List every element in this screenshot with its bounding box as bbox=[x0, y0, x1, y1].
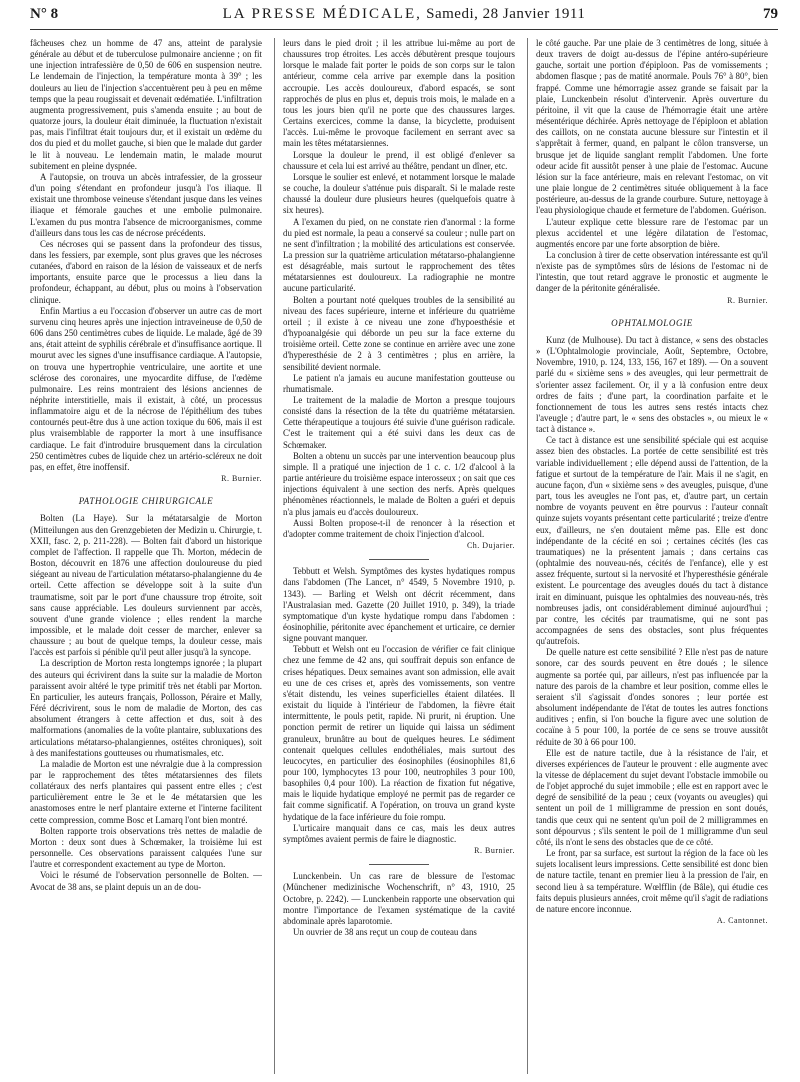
paragraph: Bolten a pourtant noté quelques troubles de la sensibilité au niveau des faces supérieure, interne et inférieure du quatrième orteil ; il existe à ce niveau une zone d'hypoesthésie et d'hypoanalgésie qui déborde un peu sur la face externe du troisième orteil. Cette zone se continue en arrière avec une zone d'hyperesthésie de 2 à 3 centimètres ; plus en arrière, la sensibilité devient normale. bbox=[283, 294, 515, 372]
paragraph: A l'autopsie, on trouva un abcès intrafessier, de la grosseur d'un poing s'étendant en profondeur jusqu'à l'os iliaque. Il existait une thrombose veineuse s'étendant jusque dans les veines iliaque et fémorale gauches et une embolie pulmonaire. L'examen du pus montra l'absence de microorganismes, comme d'ailleurs dans tous les cas de nécrose précédents. bbox=[30, 171, 262, 238]
paragraph: Lorsque le soulier est enlevé, et notamment lorsque le malade se couche, la douleur s'atténue puis disparaît. Si le malade reste chaussé la douleur dure plusieurs heures (quelquefois quatre à six heures). bbox=[283, 171, 515, 216]
paragraph: Lorsque la douleur le prend, il est obligé d'enlever sa chaussure et cela lui est arrivé au théâtre, pendant un dîner, etc. bbox=[283, 149, 515, 171]
article-separator bbox=[369, 559, 429, 560]
author-signature: R. Burnier. bbox=[474, 846, 515, 856]
paragraph: La conclusion à tirer de cette observation intéressante est qu'il n'existe pas de symptômes sûrs de lésions de l'estomac ni de l'intestin, que tout retard aggrave le pronostic et augmente le danger de la péritonite généralisée. bbox=[536, 249, 768, 294]
paragraph: A l'examen du pied, on ne constate rien d'anormal : la forme du pied est normale, la peau a conservé sa couleur ; nulle part on ne sent d'infiltration ; la mobilité des articulations est conservée. La pression sur la quatrième articulation métatarso-phalangienne est désagréable, mais surtout le rapprochement des têtes métatarsiennes est douloureux. La radiographie ne montre aucune particularité. bbox=[283, 216, 515, 294]
paragraph: Aussi Bolten propose-t-il de renoncer à la résection et d'adopter comme traitement de choix l'injection d'alcool. bbox=[283, 517, 515, 539]
paragraph: L'urticaire manquait dans ce cas, mais les deux autres symptômes avaient permis de faire le diagnostic. bbox=[283, 822, 515, 844]
paragraph: leurs dans le pied droit ; il les attribue lui-même au port de chaussures trop étroites. Les accès débutèrent presque toujours lorsque le malade fait porter le poids de son corps sur le talon antérieur, comme cela arrive par exemple dans la position accroupie. Les accès douloureux, d'abord espacés, se sont rapprochés de plus en plus et, depuis trois mois, le malade en a tous les jours bien qu'il ne porte que des chaussures larges. Certains exercices, comme la danse, la bicyclette, produisent l'accès. Lui-même le provoque facilement en serrant avec sa main les têtes métatarsiennes. bbox=[283, 38, 515, 149]
author-signature: Ch. Dujarier. bbox=[466, 541, 515, 551]
author-signature: R. Burnier. bbox=[221, 474, 262, 484]
article-separator bbox=[369, 864, 429, 865]
paragraph: Tebbutt et Welsh ont eu l'occasion de vérifier ce fait clinique chez une femme de 42 ans, qui souffrait depuis son enfance de crises hépatiques. Deux semaines avant son admission, elle avait eu une de ces crises et, après des vomissements, son ventre s'était distendu, les veines superficielles étaient dilatées. Il existait du liquide à l'intérieur de l'abdomen, la fièvre était intermittente, le pouls petit, rapide. Ni prurit, ni éruption. Une ponction permit de retirer un liquide qui laissa un sédiment granuleux, brunâtre au bout de quelques heures. Le sédiment contenait quelques cellules endothéliales, mais surtout des leucocytes, en particulier des éosinophiles (éosinophiles 81,6 pour 100, lymphocytes 13 pour 100, neutrophiles 3 pour 100, basophiles 0,4 pour 100). La réaction de fixation fut négative, mais le liquide hydatique employé ne permit pas de regarder ce fait comme significatif. A l'opération, on trouva un grand kyste hydatique de la face inférieure du foie rompu. bbox=[283, 644, 515, 822]
author-signature: R. Burnier. bbox=[727, 295, 768, 305]
paragraph: La maladie de Morton est une névralgie due à la compression par le rapprochement des têtes métatarsiennes des filets collatéraux des nerfs plantaires qui passent entre elles ; c'est particulièrement entre le 3e et le 4e métatarsien que les anastomoses entre le nerf plantaire externe et l'interne facilitent cette compression, comme Bosc et Lamarq l'ont bien montré. bbox=[30, 758, 262, 825]
paragraph: Elle est de nature tactile, due à la résistance de l'air, et diverses expériences de l'auteur le prouvent : elle augmente avec la vitesse de déplacement du sujet devant l'obstacle immobile ou de l'objet approché du sujet immobile ; elle est en rapport avec le degré de sensibilité de la peau ; ceux (voyants ou aveugles) qui sentent un poil de 1 milligramme de pression en sont doués, tandis que ceux qui ne sentent qu'un poil de 2 milligrammes en sont dépourvus ; s'ils sentent le poil de 1 milligramme d'un seul côté, ils n'ont le sens des obstacles que de ce côté. bbox=[536, 747, 768, 847]
column-divider bbox=[527, 38, 528, 1074]
article-paragraph: Bolten (La Haye). Sur la métatarsalgie de Morton (Mitteilungen aus den Grenzgebieten der Medizin u. Chirurgie, t. XXII, fasc. 2, p. 211-228). — Bolten fait d'abord un historique complet de l'affection. Il rappelle que Th. Morton, médecin de Boston, découvrit en 1876 une affection douloureuse du pied siégeant au niveau de l'articulation métatarso-phalangienne du 4e orteil. Cette affection se développe soit à la suite d'un traumatisme, soit par le port d'une chaussure trop étroite, soit sans cause appréciable. Les douleurs surviennent par accès, souvent d'une grande violence ; elles rendent la marche impossible, et le malade doit cesser de marcher, enlever sa chaussure ; au bout de quelque temps, la douleur cesse, mais l'accès est parfois si pénible qu'il peut aller jusqu'à la syncope. bbox=[30, 513, 262, 658]
paragraph: Un ouvrier de 38 ans reçut un coup de couteau dans bbox=[293, 927, 477, 938]
paragraph: Enfin Martius a eu l'occasion d'observer un autre cas de mort survenu cinq heures après une injection intraveineuse de 0,50 de 606 dans 250 centimètres cubes de liquide. Le malade, âgé de 39 ans, était atteint de syphilis cérébrale et d'insuffisance aortique. Il mourut avec les signes d'une insuffisance cardiaque. A l'autopsie, on trouva une hypertrophie ventriculaire, une aortite et une sclérose des coronaires, une myocardite diffuse, de l'œdème pulmonaire. Les reins montraient des lésions anciennes de néphrite interstitielle, mais il existait, à côté, un processus inflammatoire aigu et de la nécrose de l'épithélium des tubes contournés peut-être dus à une action toxique du 606, mais il est plus vraisemblable de rapporter la mort à une insuffisance cardiaque. Le fait d'introduire brusquement dans la circulation 250 centimètres cubes de liquide chez un artério-scléreux ne doit pas, en effet, être inoffensif. bbox=[30, 305, 262, 472]
column-middle bbox=[283, 38, 515, 1074]
article-paragraph: Kunz (de Mulhouse). Du tact à distance, « sens des obstacles » (L'Ophtalmologie provinciale, Août, Septembre, Octobre, Novembre, 1910, p. 124, 133, 156, 167 et 189). — On a souvent parlé du « sixième sens » des aveugles, qui leur permettrait de s'orienter assez facilement. Or, il y a là confusion entre deux ordres de faits ; d'une part, la coordination parfaite et le fonctionnement de tous les autres sens restés intacts chez l'aveugle ; d'autre part, le « sens des obstacles », ou mieux le « tact à distance ». bbox=[536, 334, 768, 435]
author-signature: A. Cantonnet. bbox=[716, 916, 768, 926]
paragraph: Le patient n'a jamais eu aucune manifestation goutteuse ou rhumatismale. bbox=[283, 372, 515, 394]
issue-date: Samedi, 28 Janvier 1911 bbox=[426, 6, 586, 22]
column-right bbox=[536, 38, 768, 1074]
column-left bbox=[30, 38, 262, 1074]
section-title: PATHOLOGIE CHIRURGICALE bbox=[78, 496, 214, 507]
paragraph: le côté gauche. Par une plaie de 3 centimètres de long, située à deux travers de doigt au-dessus de l'épine antéro-supérieure gauche, sortait une portion d'épiploon. Pas de vomissements ; abdomen flasque ; pas de matité anormale. Pouls 76° à 80°, bien frappé. Comme une hémorragie assez grande se faisait par la plaie, Lunckenbein résolut d'intervenir. Après ouverture du péritoine, il vit que la cause de l'hémorragie était une artère mésentérique déchirée. Après nettoyage de l'épiploon et ablation des caillots, on ne constata aucune blessure sur l'intestin et il s'apprêtait à fermer, quand, en palpant le côlon transverse, un brusque jet de liquide sanglant remplit l'abdomen. Une forte odeur acide fit aussitôt penser à une plaie de l'estomac. Aucune lésion sur la face antérieure, mais en relevant l'estomac, on vit une plaie longue de 2 centimètres située obliquement à la face postérieure, au-dessus de la grande courbure. Suture, nettoyage à l'eau physiologique chaude et fermeture de l'abdomen. Guérison. bbox=[536, 38, 768, 216]
column-divider bbox=[274, 38, 275, 1074]
journal-title: LA PRESSE MÉDICALE, bbox=[222, 6, 422, 22]
page-number-right: 79 bbox=[763, 6, 778, 22]
article-paragraph: Lunckenbein. Un cas rare de blessure de l'estomac (Münchener medizinische Wochenschrift, n° 43, 1910, 25 Octobre, p. 2242). — Lunckenbein rapporte une observation qui montre l'importance de l'examen systématique de la cavité abdominale après laparotomie. bbox=[283, 871, 515, 926]
paragraph: Bolten rapporte trois observations très nettes de maladie de Morton : deux sont dues à Schœmaker, la troisième lui est personnelle. Ces observations paraissent calquées l'une sur l'autre et correspondent exactement au type de Morton. bbox=[30, 825, 262, 870]
paragraph: Ces nécroses qui se passent dans la profondeur des tissus, dans les fessiers, par exemple, sont plus graves que les nécroses cutanées, d'abord en raison de la lésion de vaisseaux et de nerfs importants, ensuite parce que le processus a lieu dans la profondeur, échappant, au début, plus ou moins à l'observation clinique. bbox=[30, 238, 262, 305]
paragraph: Bolten a obtenu un succès par une intervention beaucoup plus simple. Il a pratiqué une injection de 1 c. c. 1/2 d'alcool à la partie antérieure du troisième espace interosseux ; on sait que ces injections équivalent à une section des nerfs. Après quelques phénomènes réactionnels, le malade de Bolten a guéri et depuis n'a plus jamais eu d'accès douloureux. bbox=[283, 450, 515, 517]
page-number-left: N° 8 bbox=[30, 6, 59, 22]
paragraph: fâcheuses chez un homme de 47 ans, atteint de paralysie générale au début et de tuberculose pulmonaire ancienne ; on fit une injection intrafessière de 0,50 de 606 en suspension neutre. Le lendemain de l'injection, la température monta à 39° ; les douleurs au lieu de l'injection s'accentuèrent peu à peu en même temps que la peau rougissait et devenait œdématiée. L'infiltration augmenta progressivement, puis s'amenda ensuite ; au bout de quatorze jours, la douleur était diminuée, la fluctuation n'existait pas, mais l'infiltrat était toujours dur, et il existait un œdème du dos du pied et du mollet gauche, si bien que le malade dut garder le lit à nouveau. Le lendemain matin, le malade mourut subitement en pleine dyspnée. bbox=[30, 38, 262, 171]
running-title bbox=[30, 6, 778, 23]
article-paragraph: Tebbutt et Welsh. Symptômes des kystes hydatiques rompus dans l'abdomen (The Lancet, n° 4549, 5 Novembre 1910, p. 1343). — Barling et Welsh ont décrit récemment, dans l'Australasian med. Gazette (20 Juillet 1910, p. 349), la triade symptomatique d'un kyste hydatique rompu dans l'abdomen : éosinophilie, péritonite avec épanchement et urticaire, ce dernier signe pouvant manquer. bbox=[283, 566, 515, 644]
paragraph: Ce tact à distance est une sensibilité spéciale qui est acquise assez bien des obstacles. La portée de cette sensibilité est très variable individuellement ; elle dépend aussi de l'attention, de la fatigue et surtout de la température de l'air. Mais il ne s'agit, en aucune façon, d'un « sixième sens » des aveugles, puisque, d'une part, tous les aveugles ne l'ont pas, et, d'autre part, un certain nombre de voyants peuvent en être pourvus : l'auteur connaît quinze sujets voyants présentant cette particularité ; treize d'entre eux, d'ailleurs, ne s'en doutaient même pas. Elle est donc indépendante de la cécité en soi ; certaines cécités (les cas traumatiques) ne la présentent jamais ; dans certains cas (ophtalmie des nouveau-nés, cécités de l'enfance), elle y est assez fréquente, surtout si la nervosité et l'hyperesthésie générale existent. Le pourcentage des aveugles doués du tact à distance irait en diminuant, puisque les ophtalmies des nouveau-nés, très nombreuses jadis, ont considérablement diminué aujourd'hui ; par contre, les cécités par traumatisme, qui ne sont pas accompagnées de sens des obstacles, sont plus fréquentes qu'autrefois. bbox=[536, 435, 768, 647]
section-title: OPHTALMOLOGIE bbox=[611, 317, 693, 328]
paragraph: Voici le résumé de l'observation personnelle de Bolten. — Avocat de 38 ans, se plaint depuis un an de dou- bbox=[30, 870, 262, 892]
paragraph: La description de Morton resta longtemps ignorée ; la plupart des auteurs qui écrivirent dans la suite sur la maladie de Morton paraissent avoir altéré le type primitif très net établi par Morton. En particulier, les auteurs français, Pollosson, Péraire et Mally, Féré décrivirent, sous le nom de maladie de Morton, des cas absolument étrangers à cette affection et dus, soit à des malformations (anomalies de la voûte plantaire, subluxations des articulations métatarso-phalangiennes, ostéites chroniques), soit à des manifestations goutteuses ou rhumatismales, etc. bbox=[30, 658, 262, 758]
paragraph: L'auteur explique cette blessure rare de l'estomac par un plexus accidentel et une légère dilatation de l'estomac, augmentés encore par une forte absorption de bière. bbox=[536, 216, 768, 249]
paragraph: Le front, par sa surface, est surtout la région de la face où les sujets localisent leurs impressions. Cette sensibilité est donc bien de nature tactile, tenant en premier lieu à la pression de l'air, en second lieu à sa température. Wœlfflin (de Bâle), qui étudie ces faits depuis plusieurs années, croit même qu'il s'agit de radiations de nature encore inconnue. bbox=[536, 848, 768, 914]
header-rule bbox=[30, 29, 778, 30]
paragraph: De quelle nature est cette sensibilité ? Elle n'est pas de nature sonore, car des sourds peuvent en être doués ; le silence augmente sa portée qui, par ailleurs, n'est pas influencée par la nature des parois de la chambre et leur position, comme elles le seraient s'il s'agissait d'ondes sonores ; leur portée est absolument indépendante de l'état de toutes les autres fonctions auditives ; enfin, si l'on bouche la figure avec une solution de cocaïne à 5 pour 100, la portée de ce sens se trouve aussitôt réduite de 30 à 66 pour 100. bbox=[536, 647, 768, 747]
paragraph: Le traitement de la maladie de Morton a presque toujours consisté dans la résection de la tête du quatrième métatarsien. Cette thérapeutique a toujours été suivie d'une guérison radicale. C'est le traitement qui a été suivi dans les deux cas de Schœmaker. bbox=[283, 395, 515, 450]
